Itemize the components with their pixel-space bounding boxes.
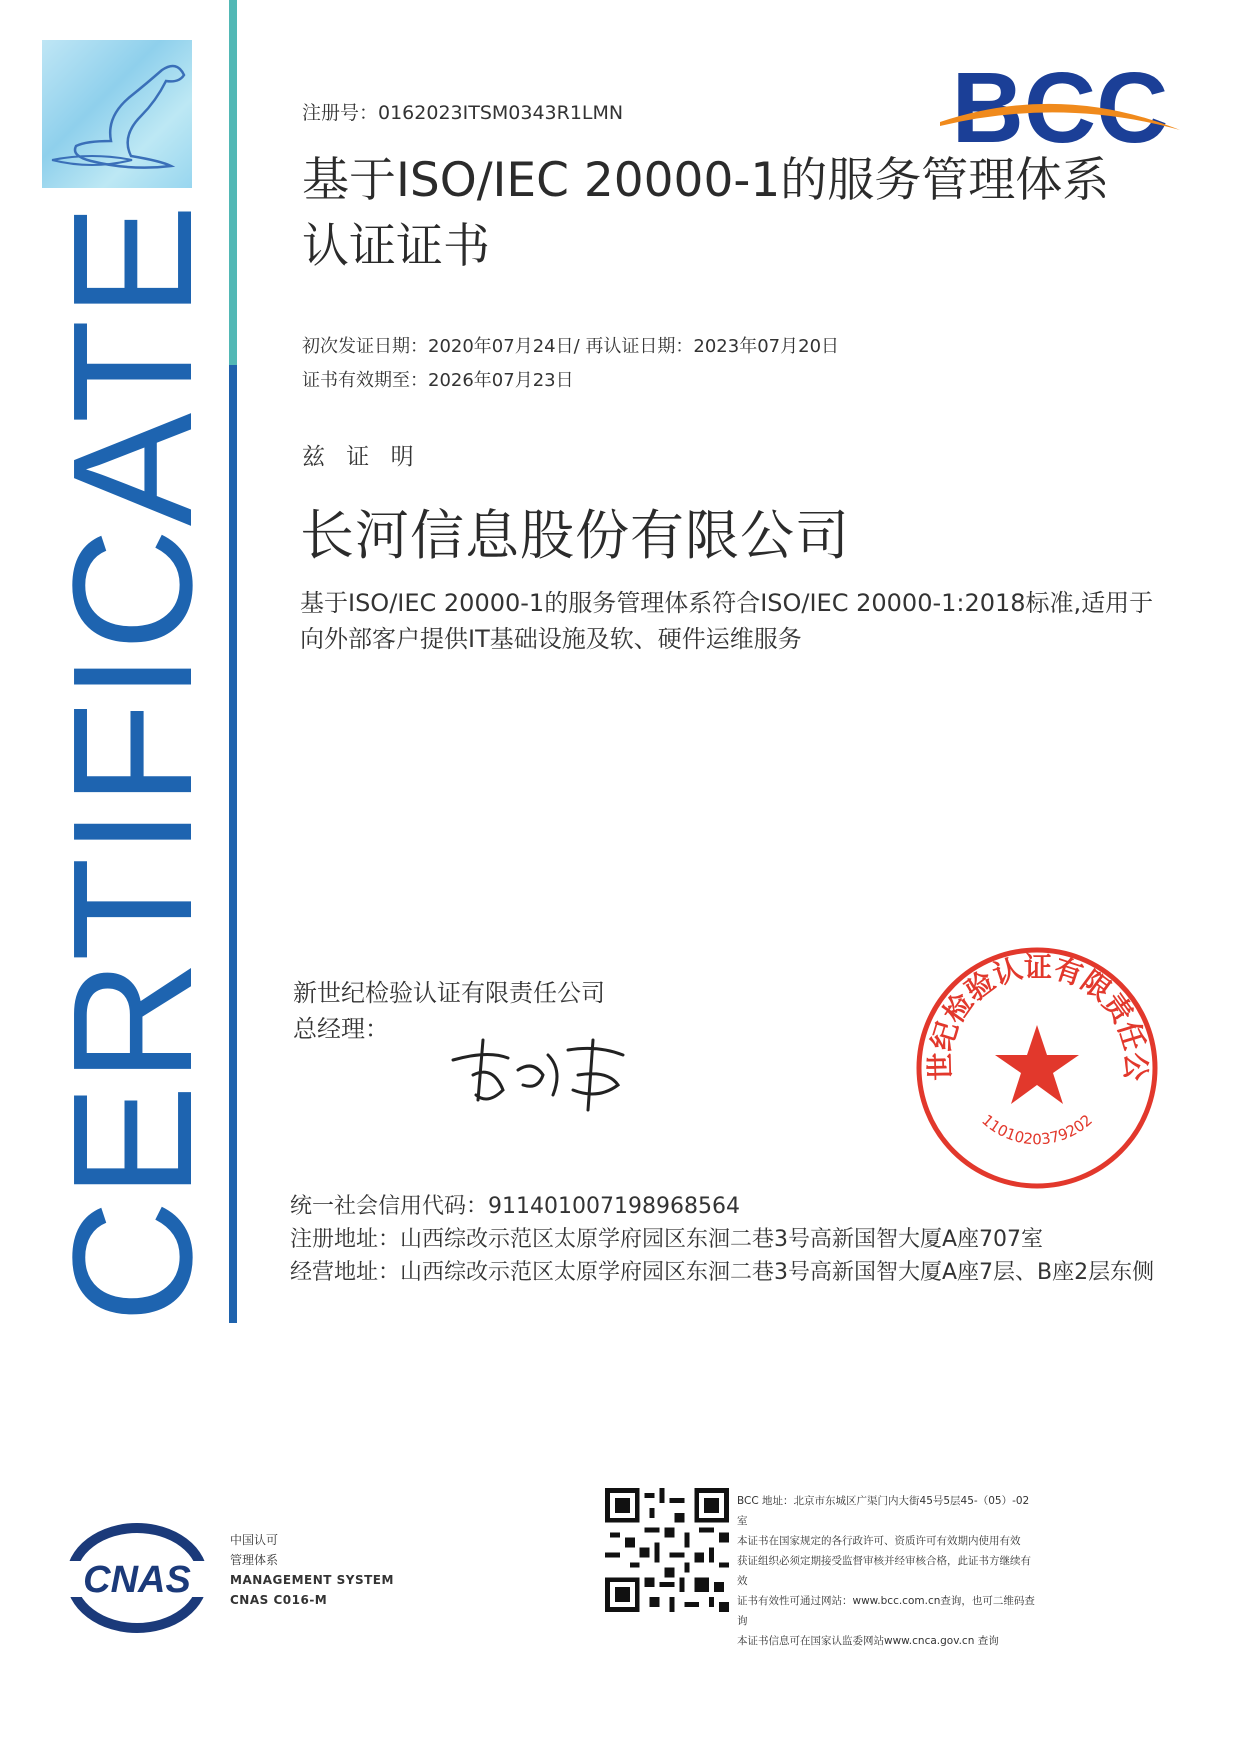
cnas-line-4: CNAS C016-M [230,1593,328,1607]
left-band-teal [229,0,237,365]
bcc-note-line: BCC 地址：北京市东城区广渠门内大街45号5层45-（05）-02室 [737,1495,1030,1527]
company-info [290,1190,1154,1289]
cnas-accreditation-text [230,1530,394,1610]
valid-until-date: 证书有效期至：2026年07月23日 [302,370,574,391]
handwritten-signature [448,1030,648,1120]
bcc-logo-text: BCC [951,52,1169,157]
bcc-note-line: 获证组织必须定期接受监督审核并经审核合格，此证书方继续有效 [737,1555,1031,1587]
issuer-org: 新世纪检验认证有限责任公司 [293,979,605,1007]
scope-line-1: 基于ISO/IEC 20000-1的服务管理体系符合ISO/IEC 20000-1:2018标准,适用于 [300,589,1154,617]
cnas-line-1: 中国认可 [230,1533,279,1547]
cnas-line-3: MANAGEMENT SYSTEM [230,1573,394,1587]
qr-code[interactable] [605,1488,729,1612]
company-seal [912,943,1162,1193]
initial-issue-date: 初次发证日期：2020年07月24日/ 再认证日期：2023年07月20日 [302,336,840,357]
bcc-note-line: 证书有效性可通过网站：www.bcc.com.cn查询，也可二维码查询 [737,1595,1035,1627]
registered-address: 注册地址：山西综改示范区太原学府园区东洄二巷3号高新国智大厦A座707室 [290,1227,1044,1252]
registration-number: 注册号：0162023ITSM0343R1LMN [302,102,624,124]
certified-company: 长河信息股份有限公司 [300,504,850,567]
cnas-logo [67,1523,207,1633]
title-line-1: 基于ISO/IEC 20000-1的服务管理体系 [302,153,1110,208]
seal-star-icon [995,1025,1079,1104]
cnas-logo-text: CNAS [83,1559,191,1601]
issuer-role: 总经理： [293,1015,389,1043]
scope-line-2: 向外部客户提供IT基础设施及软、硬件运维服务 [300,625,802,653]
title-line-2: 认证证书 [302,219,490,274]
bcc-logo [940,52,1180,157]
seal-arc-text: 世纪检验认证有限责任公 [923,950,1153,1081]
certificate-dates [302,330,839,398]
left-band-blue [229,365,237,1323]
certificate-vertical-text: CERTIFICATE [38,202,228,1323]
cnas-line-2: 管理体系 [230,1553,279,1567]
certification-scope [300,585,1160,657]
bcc-note-line: 本证书在国家规定的各行政许可、资质许可有效期内使用有效 [737,1535,1021,1547]
hologram-sticker [42,40,192,188]
certificate-title [302,148,1162,280]
bcc-note-line: 本证书信息可在国家认监委网站www.cnca.gov.cn 查询 [737,1635,999,1647]
seal-number: 1101020379202 [978,1110,1096,1149]
hereby-certify: 兹 证 明 [302,444,421,470]
credit-code: 统一社会信用代码：911401007198968564 [290,1194,740,1219]
business-address: 经营地址：山西综改示范区太原学府园区东洄二巷3号高新国智大厦A座7层、B座2层东侧 [290,1260,1155,1285]
bcc-footer-notes [737,1491,1037,1651]
beaver-hologram-icon [42,40,192,188]
